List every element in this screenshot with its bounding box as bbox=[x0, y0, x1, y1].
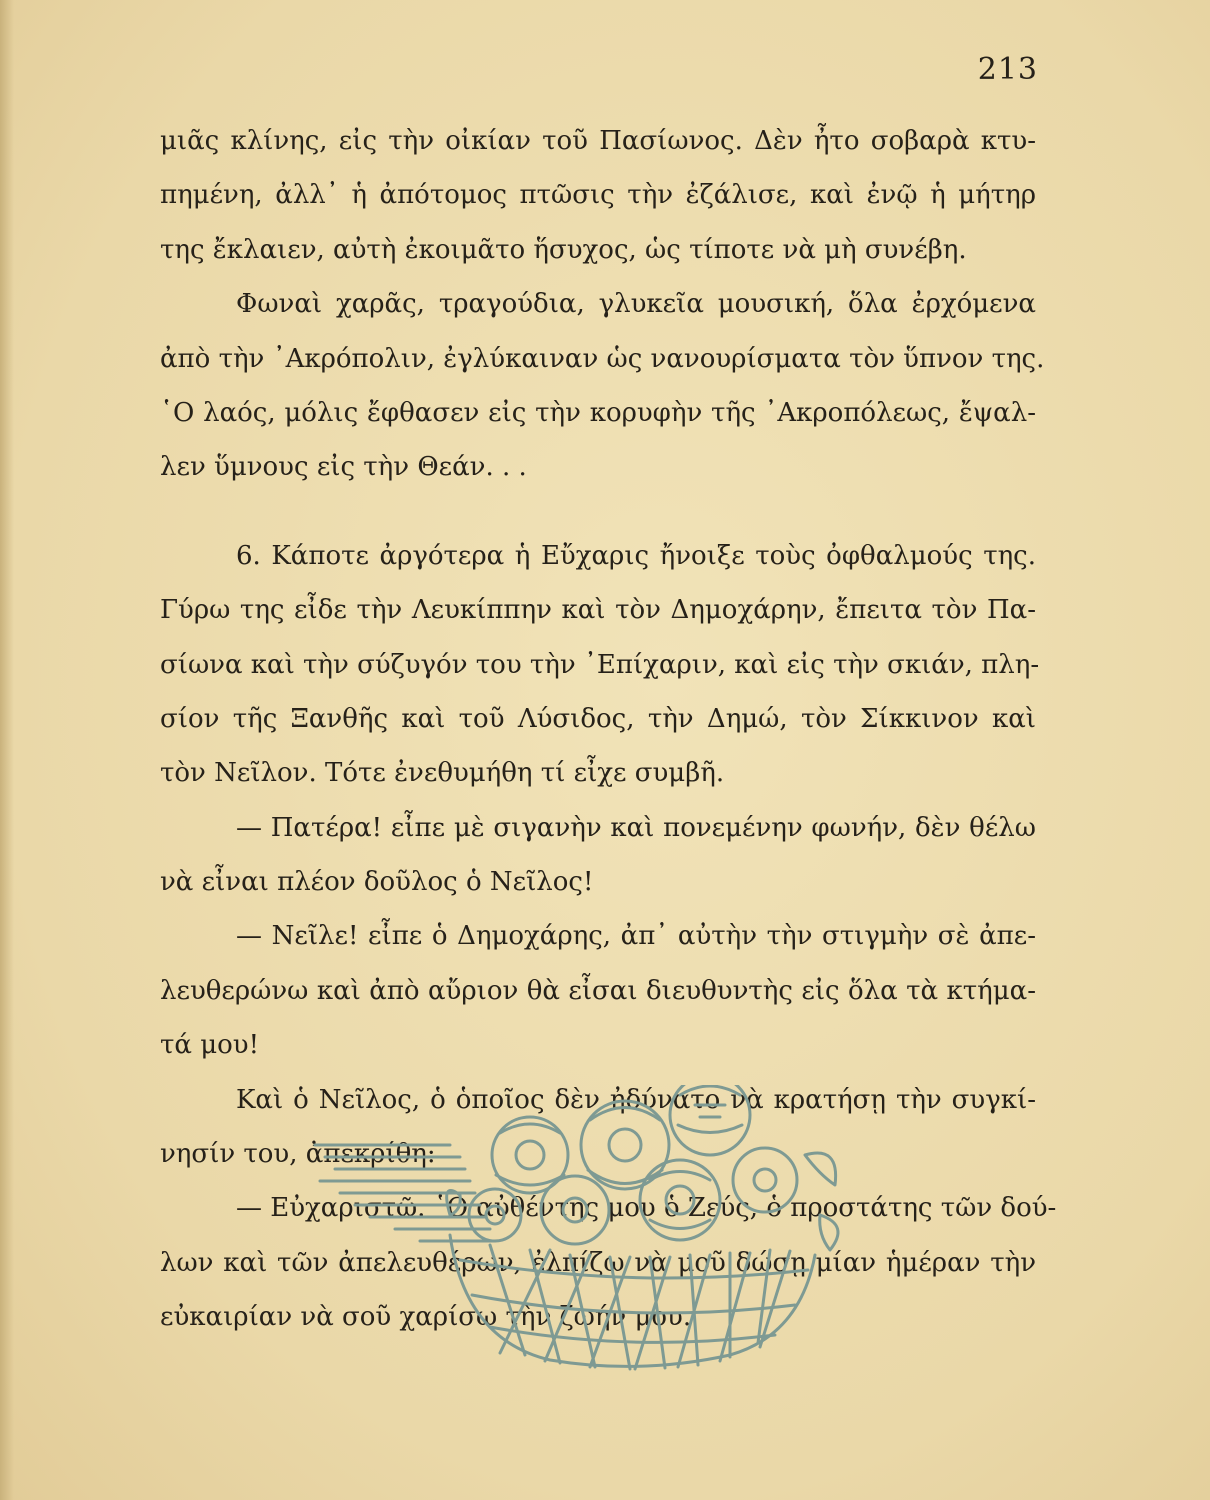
text-line: πημένη, ἀλλ᾿ ἡ ἀπότομος πτῶσις τὴν ἐζάλισε, καὶ ἐνῷ ἡ μήτηρ bbox=[160, 180, 1036, 211]
text-line: νησίν του, ἀπεκρίθη: bbox=[160, 1139, 436, 1170]
text-line: λευθερώνω καὶ ἀπὸ αὔριον θὰ εἶσαι διευθυντὴς εἰς ὅλα τὰ κτήμα- bbox=[160, 975, 1036, 1006]
page-number: 213 bbox=[977, 52, 1038, 87]
text-line: Καὶ ὁ Νεῖλος, ὁ ὁποῖος δὲν ἠδύνατο νὰ κρατήσῃ τὴν συγκί- bbox=[236, 1084, 1036, 1115]
text-line: ῾Ο λαός, μόλις ἔφθασεν εἰς τὴν κορυφὴν τῆς ᾿Ακροπόλεως, ἔψαλ- bbox=[160, 397, 1036, 428]
text-line: λεν ὕμνους εἰς τὴν Θεάν. . . bbox=[160, 452, 527, 483]
text-line: τὸν Νεῖλον. Τότε ἐνεθυμήθη τί εἶχε συμβῆ. bbox=[160, 758, 725, 789]
text-line: — Νεῖλε! εἶπε ὁ Δημοχάρης, ἀπ᾿ αὐτὴν τὴν στιγμὴν σὲ ἀπε- bbox=[236, 921, 1036, 952]
text-line: Φωναὶ χαρᾶς, τραγούδια, γλυκεῖα μουσική, ὅλα ἐρχόμενα bbox=[236, 289, 1036, 320]
text-line: 6. Κάποτε ἀργότερα ἡ Εὔχαρις ἤνοιξε τοὺς ὀφθαλμούς της. bbox=[236, 540, 1036, 571]
text-line: εὐκαιρίαν νὰ σοῦ χαρίσω τὴν ζωήν μου. bbox=[160, 1302, 692, 1333]
text-line: Γύρω της εἶδε τὴν Λευκίππην καὶ τὸν Δημοχάρην, ἔπειτα τὸν Πα- bbox=[160, 595, 1036, 626]
text-line: νὰ εἶναι πλέον δοῦλος ὁ Νεῖλος! bbox=[160, 867, 594, 898]
text-line: τά μου! bbox=[160, 1030, 260, 1061]
text-line: — Εὐχαριστῶ. ῾Ο αὐθέντης μου ὁ Ζεύς, ὁ προστάτης τῶν δού- bbox=[236, 1193, 1057, 1224]
page-gutter-shadow bbox=[0, 0, 14, 1500]
text-line: σίον τῆς Ξανθῆς καὶ τοῦ Λύσιδος, τὴν Δημώ, τὸν Σίκκινον καὶ bbox=[160, 703, 1036, 734]
text-line: της ἔκλαιεν, αὐτὴ ἐκοιμᾶτο ἥσυχος, ὡς τίποτε νὰ μὴ συνέβη. bbox=[160, 234, 967, 265]
text-line: λων καὶ τῶν ἀπελευθέρων, ἐλπίζω νὰ μοῦ δώσῃ μίαν ἡμέραν τὴν bbox=[160, 1247, 1036, 1278]
flower-basket-icon bbox=[300, 1085, 860, 1385]
text-line: — Πατέρα! εἶπε μὲ σιγανὴν καὶ πονεμένην φωνήν, δὲν θέλω bbox=[236, 812, 1036, 843]
text-line: σίωνα καὶ τὴν σύζυγόν του τὴν ᾿Επίχαριν, καὶ εἰς τὴν σκιάν, πλη- bbox=[160, 649, 1040, 680]
text-line: μιᾶς κλίνης, εἰς τὴν οἰκίαν τοῦ Πασίωνος. Δὲν ἦτο σοβαρὰ κτυ- bbox=[160, 126, 1036, 156]
section-gap bbox=[160, 495, 1036, 529]
text-line: ἀπὸ τὴν ᾿Ακρόπολιν, ἐγλύκαιναν ὡς νανουρίσματα τὸν ὕπνον της. bbox=[160, 343, 1045, 374]
